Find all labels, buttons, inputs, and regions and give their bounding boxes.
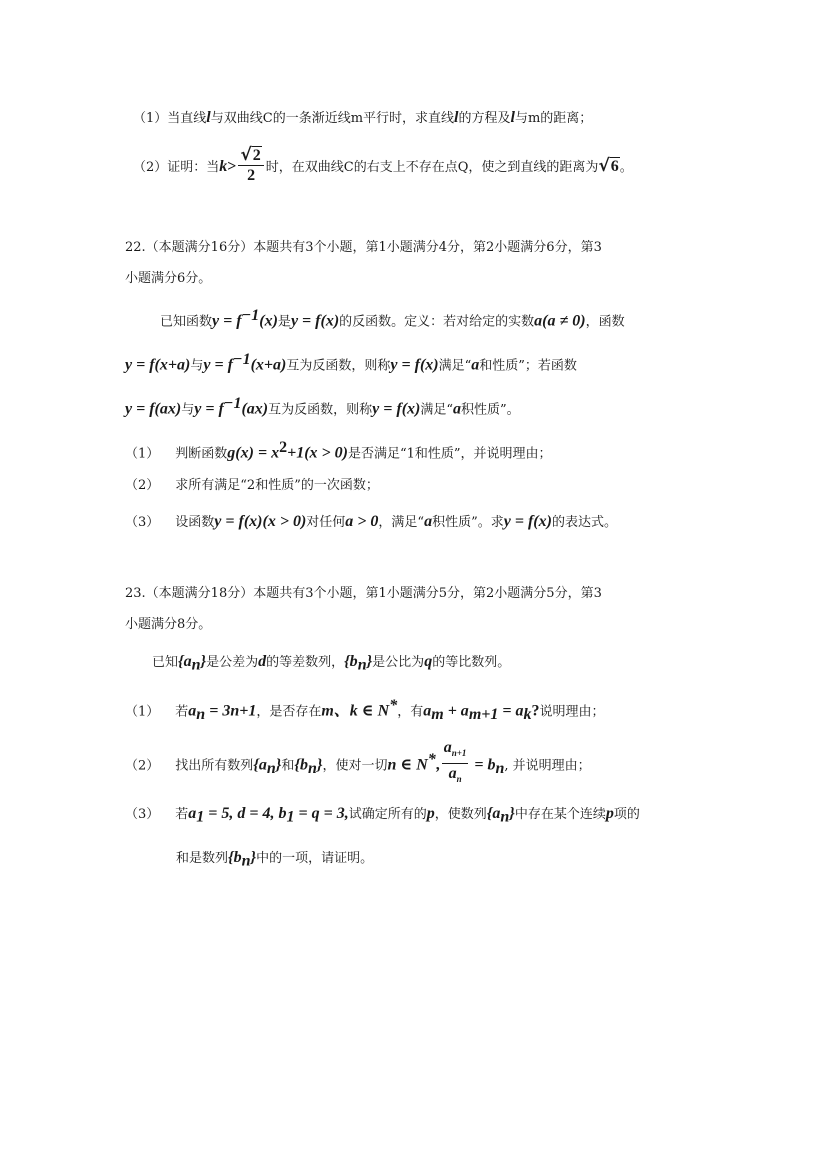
part-number: （3） — [125, 807, 160, 822]
q21-part1: （1）当直线l与双曲线C的一条渐近线m平行时，求直线l的方程及l与m的距离； — [133, 109, 593, 126]
q23-heading-line2: 小题满分8分。 — [125, 617, 212, 632]
q21-part2: （2）证明：当k> $\frac{√2}{2}$ 时，在双曲线C的右支上不存在点Q，使之到直线的距离为√6。 — [133, 145, 633, 184]
q23-sub3: （3） 若$a_1 = 5$, d = 4, $b_1 = q = 3$,试确定所有的p，使数列$\{a_n\}$中存在某个连续p项的 — [125, 805, 640, 826]
part-number: （2） — [125, 478, 160, 493]
q22-sub3: （3） 设函数y = f(x)(x > 0)对任何a > 0，满足“a积性质”。求y = f(x)的表达式。 — [125, 513, 617, 530]
q23-sub1: （1） 若$a_n = 3n+1$，是否存在m、k ∈ N*，有$a_m + a_{m+1} = a_k$?说明理由； — [125, 697, 605, 723]
part-number: （1） — [125, 446, 160, 462]
part-number: （2） — [133, 160, 168, 175]
q22-sub2: （2） 求所有满足“2和性质”的一次函数； — [125, 478, 379, 493]
part-number: （2） — [125, 758, 160, 774]
q22-intro-line1: 已知函数$y = f^{-1}(x)$是y = f(x)的反函数。定义：若对给定的实数a(a ≠ 0)，函数 — [160, 307, 625, 330]
q22-heading-line2: 小题满分6分。 — [125, 271, 212, 286]
sqrt2-over-2-fraction: $\frac{√2}{2}$ — [238, 146, 263, 185]
part-number: （3） — [125, 515, 160, 530]
part-number: （1） — [125, 704, 160, 720]
q22-sub1: （1） 判断函数$g(x) = x^2+1(x > 0)$是否满足“1和性质”，并说明理由； — [125, 439, 552, 462]
q23-intro: 已知$\{a_n\}$是公差为d的等差数列，$\{b_n\}$是公比为q的等比数列。 — [152, 653, 511, 674]
q23-sub3-line2: 和是数列$\{b_n\}$中的一项，请证明。 — [176, 849, 374, 870]
ratio-fraction: $\frac{a_{n+1}}{a_n}$ — [443, 739, 467, 785]
part-number: （1） — [133, 111, 168, 126]
q23-heading-line1: 23.（本题满分18分）本题共有3个小题，第1小题满分5分，第2小题满分5分，第3 — [125, 586, 602, 601]
q22-heading-line1: 22.（本题满分16分）本题共有3个小题，第1小题满分4分，第2小题满分6分，第3 — [125, 240, 602, 255]
q22-intro-line3: y = f(ax)与$y = f^{-1}(ax)$互为反函数，则称y = f(x)满足“a积性质”。 — [125, 395, 520, 418]
q22-intro-line2: y = f(x+a)与$y = f^{-1}(x+a)$互为反函数，则称y = f(x)满足“a和性质”；若函数 — [125, 351, 577, 374]
q23-sub2: （2） 找出所有数列$\{a_n\}$和$\{b_n\}$，使对一切n ∈ N*, $\frac{a_{n+1}}{a_n}$ = $b_n$, 并说明理由； — [125, 740, 591, 792]
sqrt6: √6 — [598, 156, 619, 176]
